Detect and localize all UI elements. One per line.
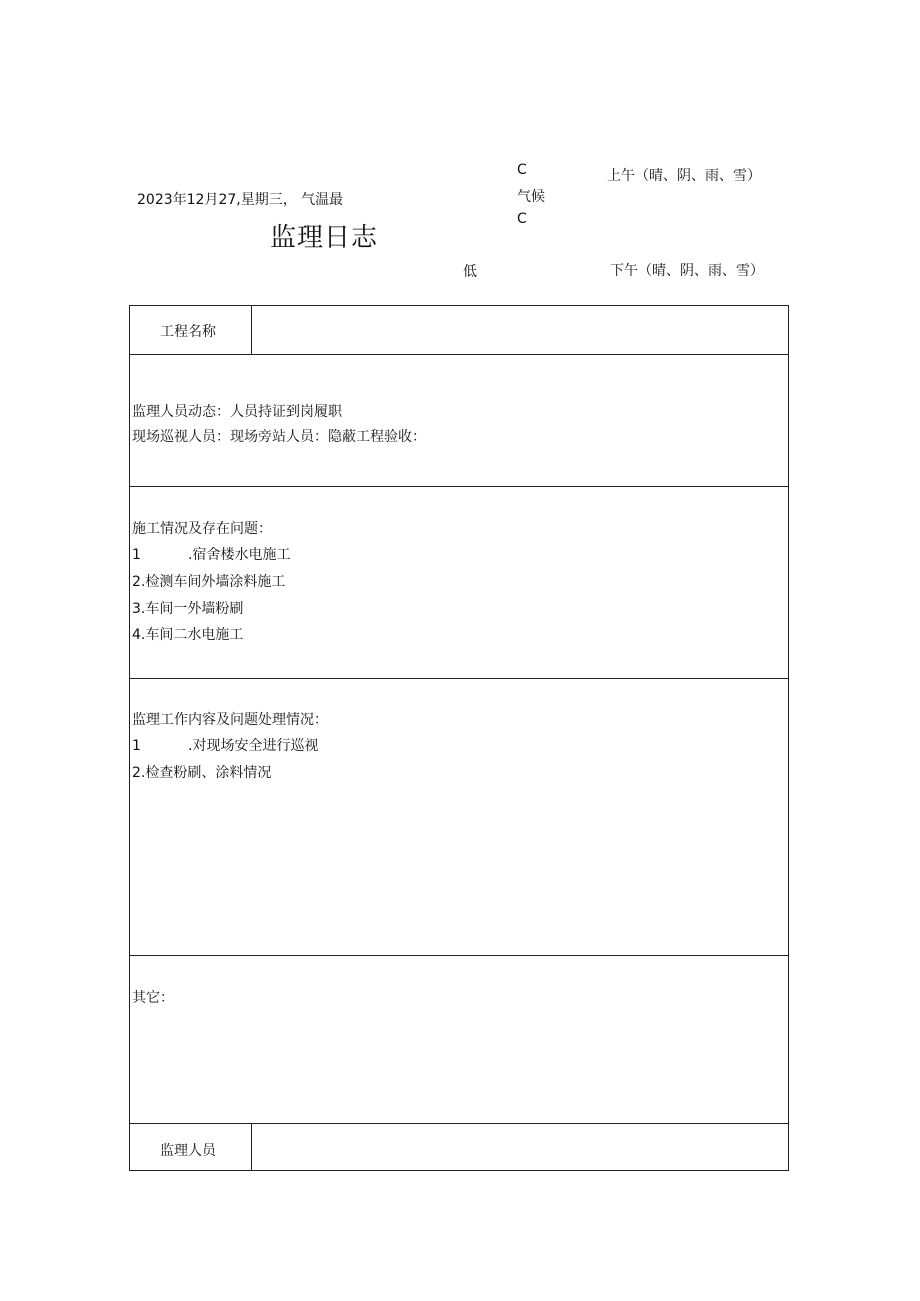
other-label: 其它： xyxy=(132,990,174,1006)
list-item xyxy=(132,544,290,564)
list-item xyxy=(132,571,285,591)
list-item xyxy=(132,598,243,618)
item-number: 2. xyxy=(132,574,146,590)
item-number: 2. xyxy=(132,765,146,781)
divider xyxy=(130,955,788,956)
temp-unit-top: C xyxy=(517,162,527,178)
list-item xyxy=(132,624,243,644)
page-title: 监理日志 xyxy=(270,223,379,253)
am-weather: 上午（晴、阴、雨、雪） xyxy=(607,168,761,184)
staff-status-line: 监理人员动态：人员持证到岗履职 xyxy=(132,404,342,420)
low-temp-label: 低 xyxy=(463,264,477,280)
temp-unit-bottom: C xyxy=(517,211,527,227)
item-text: .对现场安全进行巡视 xyxy=(188,738,319,754)
work-heading: 监理工作内容及问题处理情况： xyxy=(132,712,328,728)
item-text: 检测车间外墙涂料施工 xyxy=(145,574,286,590)
item-text: 车间一外墙粉刷 xyxy=(145,601,244,617)
item-number: 1 xyxy=(132,547,141,563)
staff-inspection-line: 现场巡视人员：现场旁站人员：隐蔽工程验收： xyxy=(132,429,426,445)
divider xyxy=(130,1123,788,1124)
list-item xyxy=(132,735,318,755)
divider xyxy=(251,306,252,354)
log-table xyxy=(129,305,789,1171)
date-temperature-line: 2023年12月27,星期三， 气温最 xyxy=(137,192,344,208)
list-item xyxy=(132,762,271,782)
divider xyxy=(130,354,788,355)
item-text: 车间二水电施工 xyxy=(145,627,244,643)
supervisor-label: 监理人员 xyxy=(160,1143,216,1159)
project-name-label: 工程名称 xyxy=(160,324,216,340)
divider xyxy=(130,678,788,679)
divider xyxy=(130,486,788,487)
item-number: 3. xyxy=(132,601,146,617)
divider xyxy=(251,1123,252,1171)
climate-label: 气候 xyxy=(517,189,545,205)
pm-weather: 下午（晴、阴、雨、雪） xyxy=(610,263,764,279)
item-number: 1 xyxy=(132,738,141,754)
item-text: 检查粉刷、涂料情况 xyxy=(145,765,272,781)
construction-heading: 施工情况及存在问题： xyxy=(132,521,272,537)
item-text: .宿舍楼水电施工 xyxy=(188,547,291,563)
item-number: 4. xyxy=(132,627,146,643)
